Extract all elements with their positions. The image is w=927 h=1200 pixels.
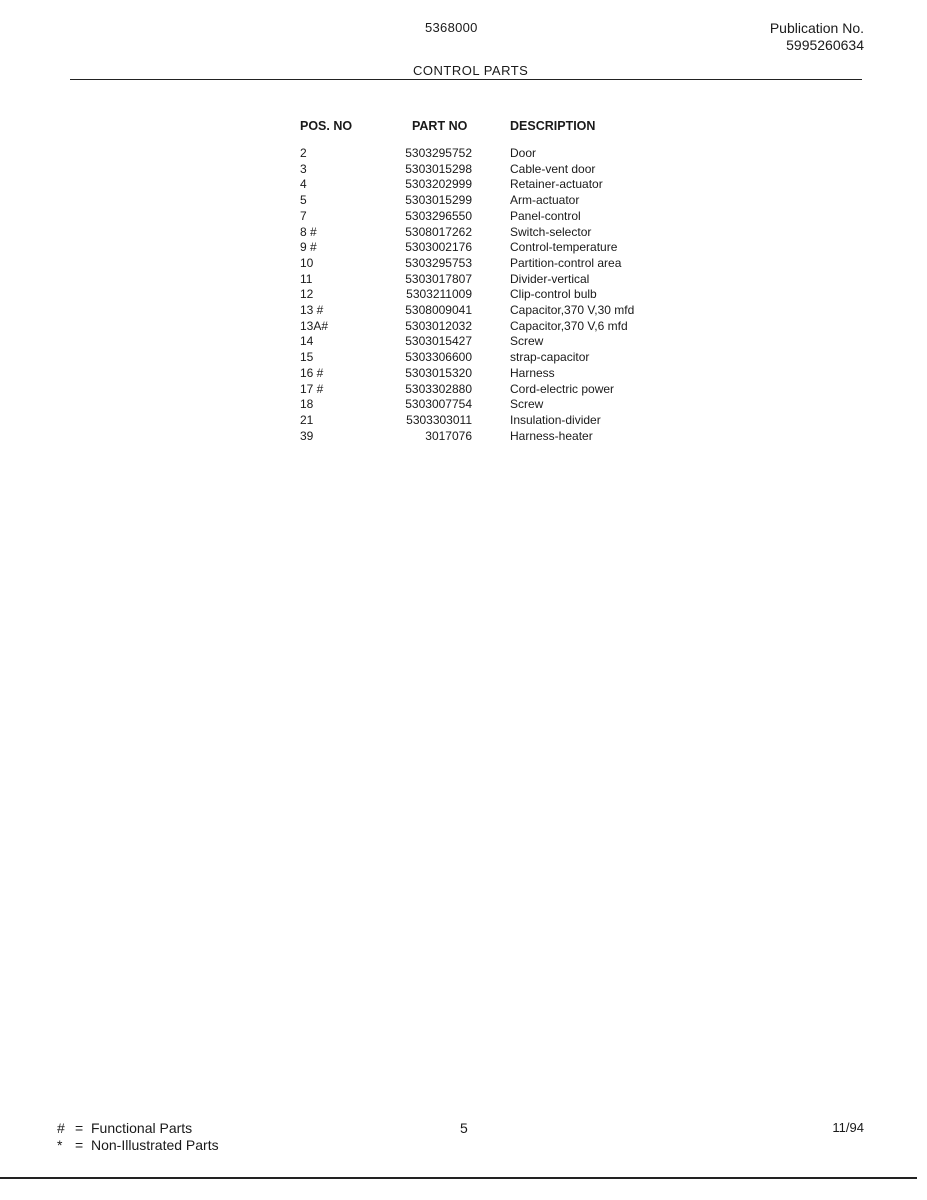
header-description: DESCRIPTION — [510, 119, 596, 133]
table-row — [300, 413, 710, 429]
legend-equals: = — [75, 1137, 84, 1153]
desc-cell: Insulation-divider — [510, 412, 601, 427]
header-pos-no: POS. NO — [300, 119, 353, 133]
part-cell: 5303306600 — [405, 350, 472, 365]
header-divider — [70, 79, 862, 80]
part-cell: 5303002176 — [405, 240, 472, 255]
table-row — [300, 397, 710, 413]
publication-block — [770, 20, 864, 54]
table-row — [300, 287, 710, 303]
desc-cell: Screw — [510, 334, 544, 349]
part-cell: 3017076 — [425, 428, 472, 443]
table-row — [300, 146, 710, 162]
section-title: CONTROL PARTS — [413, 63, 529, 78]
part-cell: 5303211009 — [406, 287, 472, 302]
table-row — [300, 193, 710, 209]
legend-text: Non-Illustrated Parts — [91, 1137, 219, 1153]
desc-cell: Door — [510, 146, 537, 160]
desc-cell: Control-temperature — [510, 240, 618, 255]
legend — [57, 1120, 219, 1154]
part-cell: 5303302880 — [405, 381, 472, 396]
pos-cell: 3 — [300, 161, 307, 176]
desc-cell: Capacitor,370 V,30 mfd — [510, 303, 635, 318]
part-cell: 5303007754 — [405, 397, 472, 412]
parts-table-body — [300, 146, 710, 444]
part-cell: 5303202999 — [405, 177, 472, 192]
pos-cell: 9 # — [300, 240, 317, 255]
pos-cell: 13 # — [300, 303, 324, 318]
desc-cell: strap-capacitor — [510, 350, 590, 365]
part-cell: 5308017262 — [405, 224, 472, 239]
desc-cell: Switch-selector — [510, 224, 592, 239]
pos-cell: 21 — [300, 412, 314, 427]
desc-cell: Arm-actuator — [510, 193, 580, 208]
part-cell: 5303015320 — [405, 365, 472, 380]
desc-cell: Harness — [510, 365, 555, 380]
parts-table — [300, 118, 710, 444]
desc-cell: Cord-electric power — [510, 381, 615, 396]
table-row — [300, 177, 710, 193]
legend-symbol: # — [57, 1120, 65, 1136]
table-row — [300, 382, 710, 398]
desc-cell: Retainer-actuator — [510, 177, 603, 192]
table-row — [300, 225, 710, 241]
model-number: 5368000 — [425, 20, 478, 35]
part-cell: 5303015299 — [405, 193, 472, 208]
pos-cell: 13A# — [300, 318, 329, 333]
desc-cell: Screw — [510, 397, 544, 412]
pos-cell: 39 — [300, 428, 314, 443]
pos-cell: 4 — [300, 177, 307, 192]
desc-cell: Harness-heater — [510, 428, 593, 443]
legend-text: Functional Parts — [91, 1120, 193, 1136]
pos-cell: 2 — [300, 146, 307, 160]
pos-cell: 15 — [300, 350, 314, 365]
desc-cell: Cable-vent door — [510, 161, 596, 176]
desc-cell: Partition-control area — [510, 255, 622, 270]
table-row — [300, 209, 710, 225]
pos-cell: 11 — [300, 271, 313, 286]
pos-cell: 17 # — [300, 381, 324, 396]
table-row — [300, 256, 710, 272]
publication-label: Publication No. — [769, 20, 864, 36]
pos-cell: 7 — [300, 208, 307, 223]
part-cell: 5303303011 — [406, 412, 472, 427]
table-row — [300, 162, 710, 178]
desc-cell: Capacitor,370 V,6 mfd — [510, 318, 628, 333]
desc-cell: Divider-vertical — [510, 271, 590, 286]
pos-cell: 12 — [300, 287, 314, 302]
table-row — [300, 334, 710, 350]
pos-cell: 18 — [300, 397, 314, 412]
part-cell: 5308009041 — [405, 303, 472, 318]
part-cell: 5303015427 — [405, 334, 472, 349]
publication-number: 5995260634 — [786, 37, 864, 53]
legend-equals: = — [75, 1120, 84, 1136]
table-header-row — [300, 118, 710, 146]
desc-cell: Panel-control — [510, 208, 581, 223]
header-part-no: PART NO — [412, 119, 468, 133]
desc-cell: Clip-control bulb — [510, 287, 597, 302]
pos-cell: 16 # — [300, 365, 324, 380]
table-row — [300, 319, 710, 335]
footer-divider — [0, 1177, 917, 1179]
table-row — [300, 240, 710, 256]
part-cell: 5303295752 — [405, 146, 472, 160]
pos-cell: 5 — [300, 193, 307, 208]
table-row — [300, 366, 710, 382]
part-cell: 5303015298 — [405, 161, 472, 176]
table-row — [300, 350, 710, 366]
part-cell: 5303017807 — [405, 271, 472, 286]
page-number: 5 — [460, 1120, 468, 1136]
legend-item-functional — [57, 1120, 219, 1137]
legend-symbol: * — [57, 1137, 63, 1153]
part-cell: 5303296550 — [405, 208, 472, 223]
revision-date: 11/94 — [832, 1120, 864, 1135]
table-row — [300, 429, 710, 445]
part-cell: 5303012032 — [405, 318, 472, 333]
legend-item-non-illustrated — [57, 1137, 219, 1154]
table-row — [300, 272, 710, 288]
part-cell: 5303295753 — [405, 255, 472, 270]
pos-cell: 8 # — [300, 224, 317, 239]
table-row — [300, 303, 710, 319]
pos-cell: 14 — [300, 334, 314, 349]
pos-cell: 10 — [300, 255, 314, 270]
